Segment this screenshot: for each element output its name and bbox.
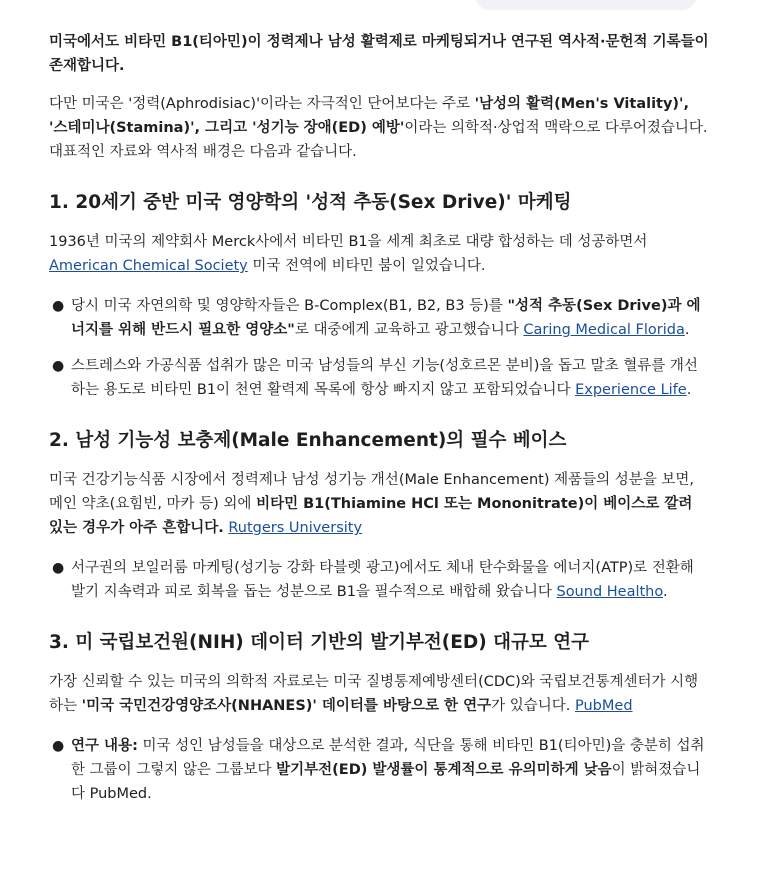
- section-1-list: [49, 294, 709, 402]
- section-3-paragraph: 가장 신뢰할 수 있는 미국의 의학적 자료로는 미국 질병통제예방센터(CDC)와 국립보건통계센터가 시행하는 '미국 국민건강영양조사(NHANES)' 데이터를 바탕으로 한 연구가 있습니다. PubMed: [49, 674, 699, 714]
- source-link-sound-healtho[interactable]: Sound Healtho: [556, 584, 663, 600]
- section-2-title: 2. 남성 기능성 보충제(Male Enhancement)의 필수 베이스: [49, 430, 567, 451]
- section-3-title: 3. 미 국립보건원(NIH) 데이터 기반의 발기부전(ED) 대규모 연구: [49, 632, 589, 653]
- section-3-list: [49, 734, 709, 806]
- top-input-box[interactable]: [475, 0, 697, 10]
- list-item: ● 서구권의 보일러룸 마케팅(성기능 강화 타블렛 광고)에서도 체내 탄수화물을 에너지(ATP)로 전환해 발기 지속력과 피로 회복을 돕는 성분으로 B1을 필수적으로 배합해 왔습니다 Sound Healtho.: [49, 556, 709, 604]
- source-link-american-chemical-society[interactable]: American Chemical Society: [49, 258, 248, 274]
- section-2-paragraph: 미국 건강기능식품 시장에서 정력제나 남성 성기능 개선(Male Enhancement) 제품들의 성분을 보면, 메인 약초(요힘빈, 마카 등) 외에 비타민 B1(Thiamine HCl 또는 Mononitrate)이 베이스로 깔려 있는 경우가 아주 흔합니다. Rutgers University: [49, 472, 695, 536]
- bullet-icon: ●: [52, 358, 65, 374]
- bullet-icon: ●: [52, 298, 65, 314]
- source-link-rutgers-university[interactable]: Rutgers University: [228, 520, 363, 536]
- source-link-pubmed[interactable]: PubMed: [575, 698, 633, 714]
- section-2-list: [49, 556, 709, 604]
- bullet-icon: ●: [52, 738, 65, 754]
- intro-paragraph: 다만 미국은 '정력(Aphrodisiac)'이라는 자극적인 단어보다는 주로 '남성의 활력(Men's Vitality)', '스테미나(Stamina)', 그리고 '성기능 장애(ED) 예방'이라는 의학적·상업적 맥락으로 다루어졌습니다. 대표적인 자료와 역사적 배경은 다음과 같습니다.: [49, 96, 708, 160]
- list-item: ● 당시 미국 자연의학 및 영양학자들은 B-Complex(B1, B2, B3 등)를 "성적 추동(Sex Drive)과 에너지를 위해 반드시 필요한 영양소"로 대중에게 교육하고 광고했습니다 Caring Medical Florida.: [49, 294, 709, 342]
- list-item: ● 스트레스와 가공식품 섭취가 많은 미국 남성들의 부신 기능(성호르몬 분비)을 돕고 말초 혈류를 개선하는 용도로 비타민 B1이 천연 활력제 목록에 항상 빠지지 않고 포함되었습니다 Experience Life.: [49, 354, 709, 402]
- list-item: ● 연구 내용: 미국 성인 남성들을 대상으로 분석한 결과, 식단을 통해 비타민 B1(티아민)을 충분히 섭취한 그룹이 그렇지 않은 그룹보다 발기부전(ED) 발생률이 통계적으로 유의미하게 낮음이 밝혀졌습니다 PubMed.: [49, 734, 709, 806]
- section-1-paragraph: 1936년 미국의 제약회사 Merck사에서 비타민 B1을 세계 최초로 대량 합성하는 데 성공하면서 American Chemical Society 미국 전역에 비타민 붐이 일었습니다.: [49, 234, 648, 274]
- intro-heading: 미국에서도 비타민 B1(티아민)이 정력제나 남성 활력제로 마케팅되거나 연구된 역사적·문헌적 기록들이 존재합니다.: [49, 34, 709, 74]
- source-link-experience-life[interactable]: Experience Life: [575, 382, 687, 398]
- response-content: [49, 30, 709, 806]
- source-link-caring-medical-florida[interactable]: Caring Medical Florida: [523, 322, 685, 338]
- section-1-title: 1. 20세기 중반 미국 영양학의 '성적 추동(Sex Drive)' 마케팅: [49, 192, 572, 213]
- bullet-icon: ●: [52, 560, 65, 576]
